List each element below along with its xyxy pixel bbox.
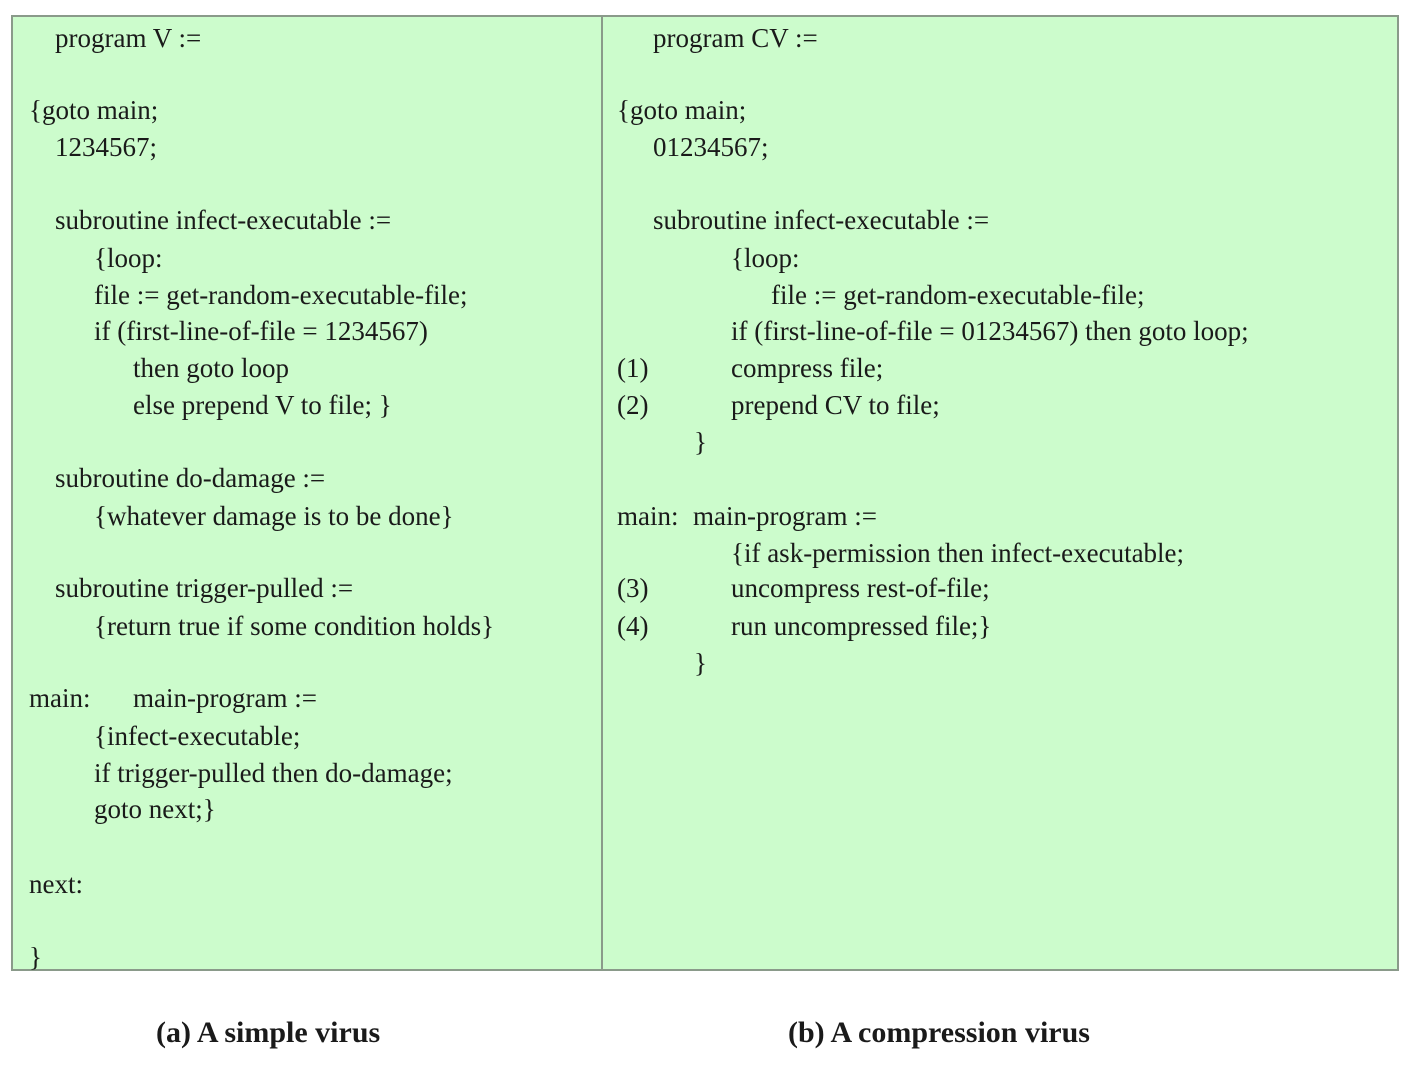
line-number: (4) — [617, 611, 649, 641]
code-label: main: — [29, 683, 91, 713]
code-line: then goto loop — [133, 353, 289, 383]
code-label: next: — [29, 869, 83, 899]
code-line: } — [694, 648, 707, 678]
code-line: else prepend V to file; } — [133, 390, 392, 420]
code-line: {return true if some condition holds} — [94, 611, 495, 641]
code-line: {goto main; — [29, 95, 159, 125]
code-line: program V := — [55, 23, 202, 53]
code-line: if (first-line-of-file = 1234567) — [94, 316, 428, 346]
code-line: 01234567; — [653, 132, 769, 162]
code-line: compress file; — [731, 353, 884, 383]
code-line: {loop: — [94, 243, 163, 273]
code-line: file := get-random-executable-file; — [94, 280, 468, 310]
code-label: main: — [617, 501, 679, 531]
code-line: 1234567; — [55, 132, 158, 162]
code-line: uncompress rest-of-file; — [731, 573, 990, 603]
code-line: subroutine trigger-pulled := — [55, 573, 354, 603]
code-line: {infect-executable; — [94, 721, 301, 751]
code-line: main-program := — [693, 501, 877, 531]
caption-simple-virus: (a) A simple virus — [156, 1016, 381, 1049]
code-line: } — [694, 427, 707, 457]
code-line: file := get-random-executable-file; — [771, 280, 1145, 310]
code-line: } — [29, 942, 42, 972]
code-line: {whatever damage is to be done} — [94, 501, 454, 531]
caption-compression-virus: (b) A compression virus — [788, 1016, 1090, 1049]
column-divider — [601, 17, 603, 969]
line-number: (1) — [617, 353, 649, 383]
figure-panel — [11, 15, 1399, 971]
code-line: program CV := — [653, 23, 818, 53]
code-line: prepend CV to file; — [731, 390, 940, 420]
code-line: subroutine do-damage := — [55, 463, 326, 493]
code-line: {loop: — [731, 243, 800, 273]
code-line: subroutine infect-executable := — [55, 205, 392, 235]
line-number: (3) — [617, 573, 649, 603]
code-line: run uncompressed file;} — [731, 611, 992, 641]
code-line: goto next;} — [94, 794, 216, 824]
code-line: subroutine infect-executable := — [653, 205, 990, 235]
code-line: {goto main; — [617, 95, 747, 125]
code-line: {if ask-permission then infect-executable; — [731, 538, 1185, 568]
code-line: if trigger-pulled then do-damage; — [94, 758, 453, 788]
line-number: (2) — [617, 390, 649, 420]
code-line: main-program := — [133, 683, 317, 713]
code-line: if (first-line-of-file = 01234567) then goto loop; — [731, 316, 1249, 346]
